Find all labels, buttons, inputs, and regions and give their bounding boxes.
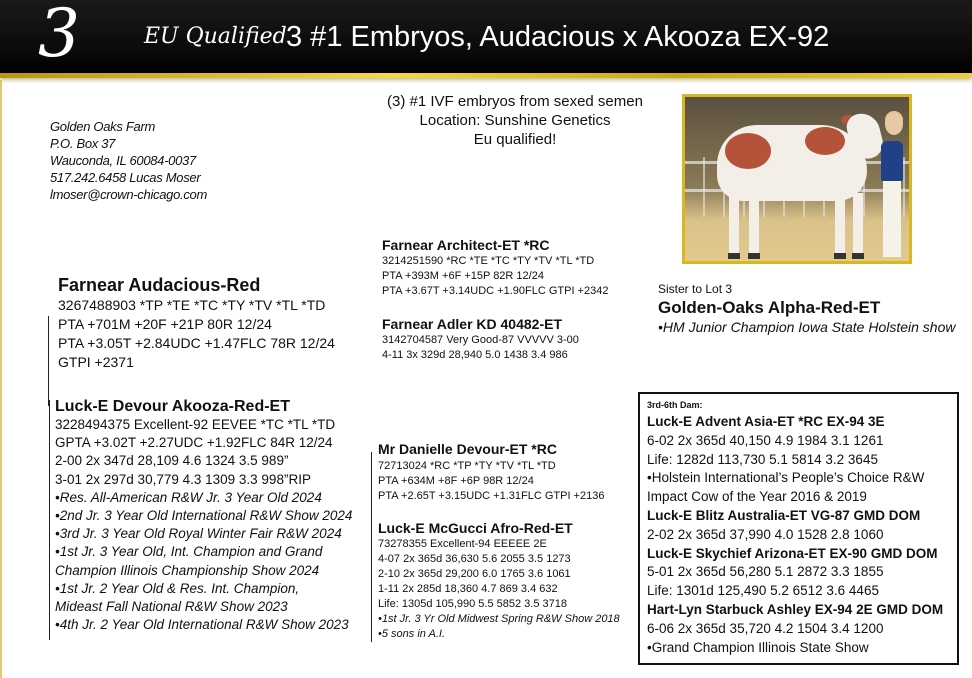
dams-sire-details [378,459,604,504]
third-dam-line: Impact Cow of the Year 2016 & 2019 [647,489,867,505]
lot-number: 3 [38,0,80,72]
offering-line: Location: Sunshine Genetics [419,112,611,129]
sister-award: •HM Junior Champion Iowa State Holstein show [658,319,956,335]
dam-line: 2-00 2x 347d 28,109 4.6 1324 3.5 989” [55,453,289,469]
dam-award: •Res. All-American R&W Jr. 3 Year Old 2024 [55,489,322,505]
offering-note [320,92,710,149]
sixth-dam-line: •Grand Champion Illinois State Show [647,639,869,655]
sixth-dam-line: 6-06 2x 365d 35,720 4.2 1504 3.4 1200 [647,620,884,636]
dams-dam-name: Luck-E McGucci Afro-Red-ET [378,520,573,536]
dams-dam-award: •5 sons in A.I. [378,628,446,640]
dams-sire-line: PTA +2.65T +3.15UDC +1.31FLC GTPI +2136 [378,490,605,502]
dams-dam-details [378,537,620,642]
dams-sire-line: PTA +634M +8F +6P 98R 12/24 [378,475,534,487]
sister-label: Sister to Lot 3 [658,282,733,296]
offering-line: Eu qualified! [473,131,557,148]
sire-line: GTPI +2371 [58,354,134,370]
offering-line: (3) #1 IVF embryos from sexed semen [387,93,643,110]
sires-sire-line: PTA +393M +6F +15P 82R 12/24 [382,270,544,282]
dams-sire-name: Mr Danielle Devour-ET *RC [378,441,557,457]
sires-sire-line: 3214251590 *RC *TE *TC *TY *TV *TL *TD [382,255,595,267]
po-box: P.O. Box 37 [50,136,116,151]
dams-sire-line: 72713024 *RC *TP *TY *TV *TL *TD [378,460,556,472]
city-state: Wauconda, IL 60084-0037 [50,153,196,168]
sires-sire-details [382,254,608,299]
dam-details [55,416,352,634]
sister-cow-photo [682,94,912,264]
dams-dam-line: 73278355 Excellent-94 EEEEE 2E [378,538,547,550]
dams-dam-line: 2-10 2x 365d 29,200 6.0 1765 3.6 1061 [378,568,571,580]
dams-dam-award: •1st Jr. 3 Yr Old Midwest Spring R&W Show 2018 [378,613,620,625]
sire-line: PTA +701M +20F +21P 80R 12/24 [58,316,272,332]
left-gold-rule [0,80,2,678]
sires-dam-line: 4-11 3x 329d 28,940 5.0 1438 3.4 986 [382,349,568,361]
dam-award: •4th Jr. 2 Year Old International R&W Show 2023 [55,617,349,633]
fifth-dam-line: 5-01 2x 365d 56,280 5.1 2872 3.3 1855 [647,564,884,580]
dam-line: 3228494375 Excellent-92 EEVEE *TC *TL *TD [55,417,336,432]
sixth-dam-name: Hart-Lyn Starbuck Ashley EX-94 2E GMD DOM [647,601,944,617]
page-title: 3 #1 Embryos, Audacious x Akooza EX-92 [286,21,830,53]
pedigree-bracket [371,452,372,642]
farm-name: Golden Oaks Farm [50,119,156,134]
fourth-dam-name: Luck-E Blitz Australia-ET VG-87 GMD DOM [647,507,921,523]
deep-dams-header: 3rd-6th Dam: [647,400,703,410]
third-dam-name: Luck-E Advent Asia-ET *RC EX-94 3E [647,414,885,429]
third-dam-line: Life: 1282d 113,730 5.1 5814 3.2 3645 [647,451,878,467]
dams-dam-line: 1-11 2x 285d 18,360 4.7 869 3.4 632 [378,583,558,595]
consignor-address [50,118,207,203]
fifth-dam-line: Life: 1301d 125,490 5.2 6512 3.6 4465 [647,583,879,599]
dam-line: GPTA +3.02T +2.27UDC +1.92FLC 84R 12/24 [55,435,333,451]
fifth-dam-name: Luck-E Skychief Arizona-ET EX-90 GMD DOM [647,545,938,561]
dams-dam-line: 4-07 2x 365d 36,630 5.6 2055 3.5 1273 [378,553,571,565]
phone-contact: 517.242.6458 Lucas Moser [50,170,201,185]
third-dam-line: 6-02 2x 365d 40,150 4.9 1984 3.1 1261 [647,432,884,448]
sires-dam-name: Farnear Adler KD 40482-ET [382,316,562,332]
sire-details [58,296,335,372]
third-dam-line: •Holstein International’s People’s Choice R&W [647,470,925,486]
sires-sire-line: PTA +3.67T +3.14UDC +1.90FLC GTPI +2342 [382,285,609,297]
sires-sire-name: Farnear Architect-ET *RC [382,237,550,253]
sister-name: Golden-Oaks Alpha-Red-ET [658,298,881,317]
pedigree-bracket [49,400,50,640]
dam-award: •3rd Jr. 3 Year Old Royal Winter Fair R&W 2024 [55,526,342,542]
sire-line: 3267488903 *TP *TE *TC *TY *TV *TL *TD [58,297,326,313]
sire-name: Farnear Audacious-Red [58,275,261,295]
dam-award: •1st Jr. 3 Year Old, Int. Champion and Grand [55,544,323,560]
dams-dam-line: Life: 1305d 105,990 5.5 5852 3.5 3718 [378,598,568,610]
sires-dam-details [382,333,579,363]
header-bar [0,0,972,78]
deep-dams-box [638,392,959,665]
dam-award: Mideast Fall National R&W Show 2023 [55,599,288,615]
sires-dam-line: 3142704587 Very Good-87 VVVVV 3-00 [382,334,579,346]
dam-award: Champion Illinois Championship Show 2024 [55,562,320,578]
pedigree-bracket [48,316,49,406]
eu-qualified-tag: EU Qualified [144,24,287,49]
dam-award: •2nd Jr. 3 Year Old International R&W Show 2024 [55,508,353,524]
dam-name: Luck-E Devour Akooza-Red-ET [55,398,290,415]
fourth-dam-line: 2-02 2x 365d 37,990 4.0 1528 2.8 1060 [647,526,884,542]
dam-line: 3-01 2x 297d 30,779 4.3 1309 3.3 998”RIP [55,471,311,487]
email-link[interactable]: lmoser@crown-chicago.com [50,187,207,202]
dam-award: •1st Jr. 2 Year Old & Res. Int. Champion, [55,580,300,596]
sire-line: PTA +3.05T +2.84UDC +1.47FLC 78R 12/24 [58,335,335,351]
